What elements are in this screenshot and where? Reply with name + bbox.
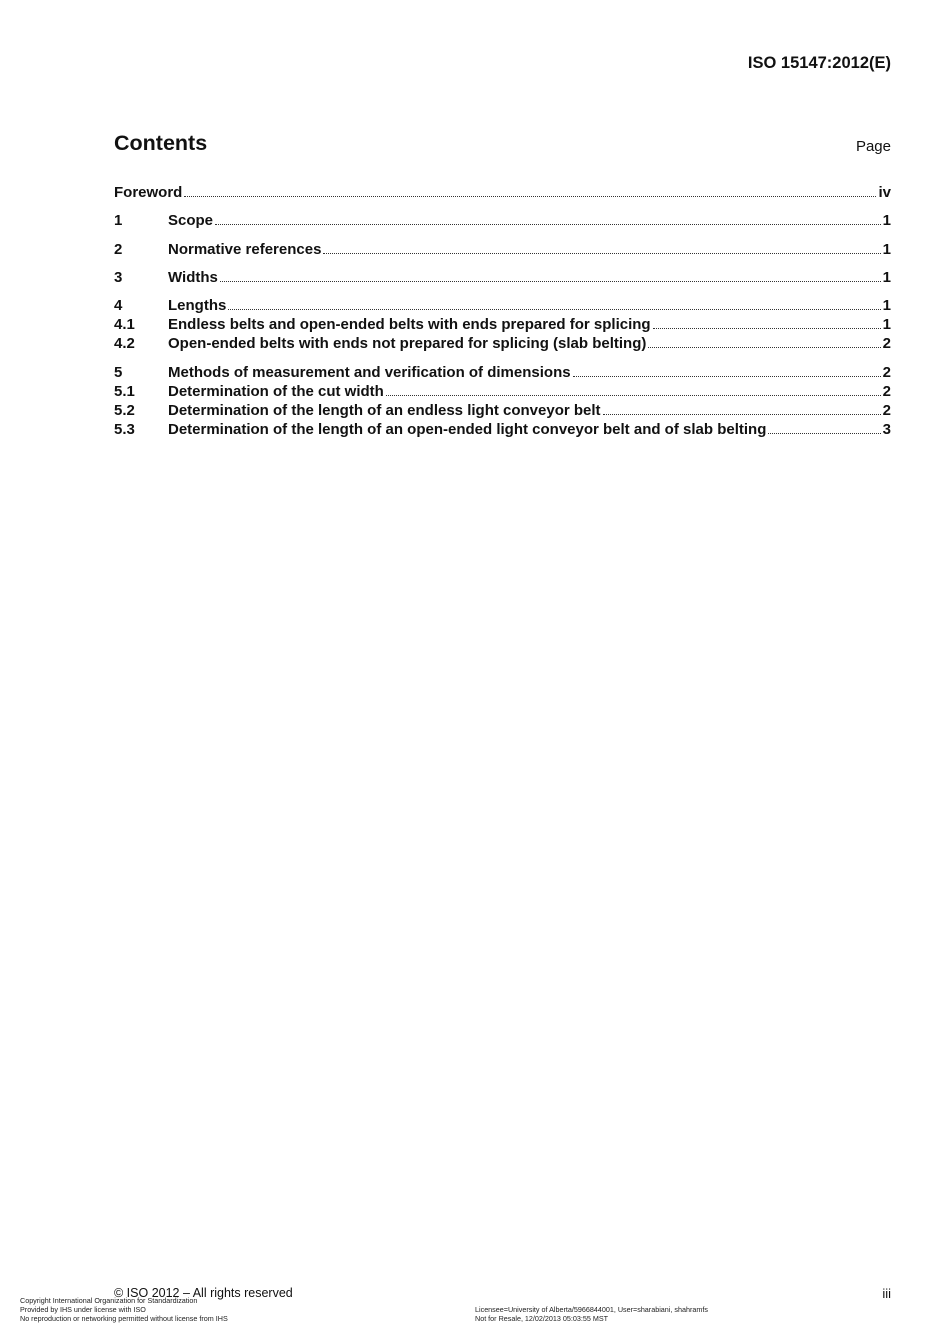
toc-leader [184, 195, 876, 197]
toc-leader [768, 432, 880, 434]
toc-entry-page: 2 [882, 383, 891, 400]
toc-entry-title: Determination of the length of an endless light conveyor belt [168, 402, 601, 419]
toc-entry-title: Lengths [168, 297, 227, 314]
toc-entry-page: 2 [882, 364, 891, 381]
toc-entry-number: 4 [114, 297, 123, 314]
toc-entry-number: 5.2 [114, 402, 135, 419]
toc-leader [323, 252, 880, 254]
toc-entry-page: 1 [882, 297, 891, 314]
page-column-label: Page [855, 138, 891, 155]
document-id: ISO 15147:2012(E) [747, 54, 891, 72]
toc-entry-number: 5.1 [114, 383, 135, 400]
toc-entry-page: 1 [882, 269, 891, 286]
toc-entry-title: Determination of the length of an open-ended light conveyor belt and of slab belting [168, 421, 767, 438]
toc-entry-title: Methods of measurement and verification of dimensions [168, 364, 571, 381]
toc-entry-5-3[interactable] [114, 420, 891, 439]
license-notice-left [20, 1296, 228, 1323]
toc-entry-page: 1 [882, 212, 891, 229]
toc-entry-title: Widths [168, 269, 218, 286]
license-line: Copyright International Organization for Standardization [20, 1296, 198, 1305]
toc-leader [653, 327, 881, 329]
toc-entry-number: 4.1 [114, 316, 135, 333]
toc-entry-page: 2 [882, 402, 891, 419]
toc-entry-title: Foreword [114, 184, 183, 201]
toc-leader [220, 280, 881, 282]
toc-entry-5-2[interactable] [114, 401, 891, 420]
toc-entry-page: iv [878, 184, 891, 201]
footer-page-number: iii [882, 1286, 891, 1301]
toc-entry-page: 1 [882, 316, 891, 333]
toc-entry-1[interactable] [114, 211, 891, 230]
toc-leader [228, 308, 880, 310]
toc-entry-number: 4.2 [114, 335, 135, 352]
toc-leader [215, 223, 881, 225]
toc-entry-foreword[interactable] [114, 183, 891, 202]
license-notice-right [475, 1305, 708, 1323]
license-line: Licensee=University of Alberta/5966844001, User=sharabiani, shahramfs [475, 1305, 708, 1314]
toc-entry-number: 1 [114, 212, 123, 229]
toc-entry-title: Open-ended belts with ends not prepared for splicing (slab belting) [168, 335, 647, 352]
toc-entry-number: 5.3 [114, 421, 135, 438]
toc-leader [386, 394, 881, 396]
toc-entry-page: 3 [882, 421, 891, 438]
license-line: Provided by IHS under license with ISO [20, 1305, 146, 1314]
toc-entry-4-1[interactable] [114, 315, 891, 334]
contents-title: Contents [114, 131, 208, 155]
toc-entry-title: Normative references [168, 241, 322, 258]
toc-entry-page: 2 [882, 335, 891, 352]
toc-entry-4-2[interactable] [114, 334, 891, 353]
toc-entry-number: 3 [114, 269, 123, 286]
toc-entry-2[interactable] [114, 240, 891, 259]
license-line: Not for Resale, 12/02/2013 05:03:55 MST [475, 1314, 609, 1323]
toc-entry-title: Scope [168, 212, 214, 229]
footer-copyright: © ISO 2012 – All rights reserved [114, 1286, 293, 1300]
toc-entry-3[interactable] [114, 268, 891, 287]
toc-entry-5[interactable] [114, 363, 891, 382]
toc-entry-page: 1 [882, 241, 891, 258]
toc-entry-5-1[interactable] [114, 382, 891, 401]
toc-entry-4[interactable] [114, 296, 891, 315]
toc-leader [648, 346, 880, 348]
toc-entry-number: 5 [114, 364, 123, 381]
toc-leader [573, 375, 881, 377]
toc-leader [603, 413, 881, 415]
toc-entry-title: Determination of the cut width [168, 383, 384, 400]
toc-entry-title: Endless belts and open-ended belts with ends prepared for splicing [168, 316, 651, 333]
license-line: No reproduction or networking permitted without license from IHS [20, 1314, 228, 1323]
toc-entry-number: 2 [114, 241, 123, 258]
